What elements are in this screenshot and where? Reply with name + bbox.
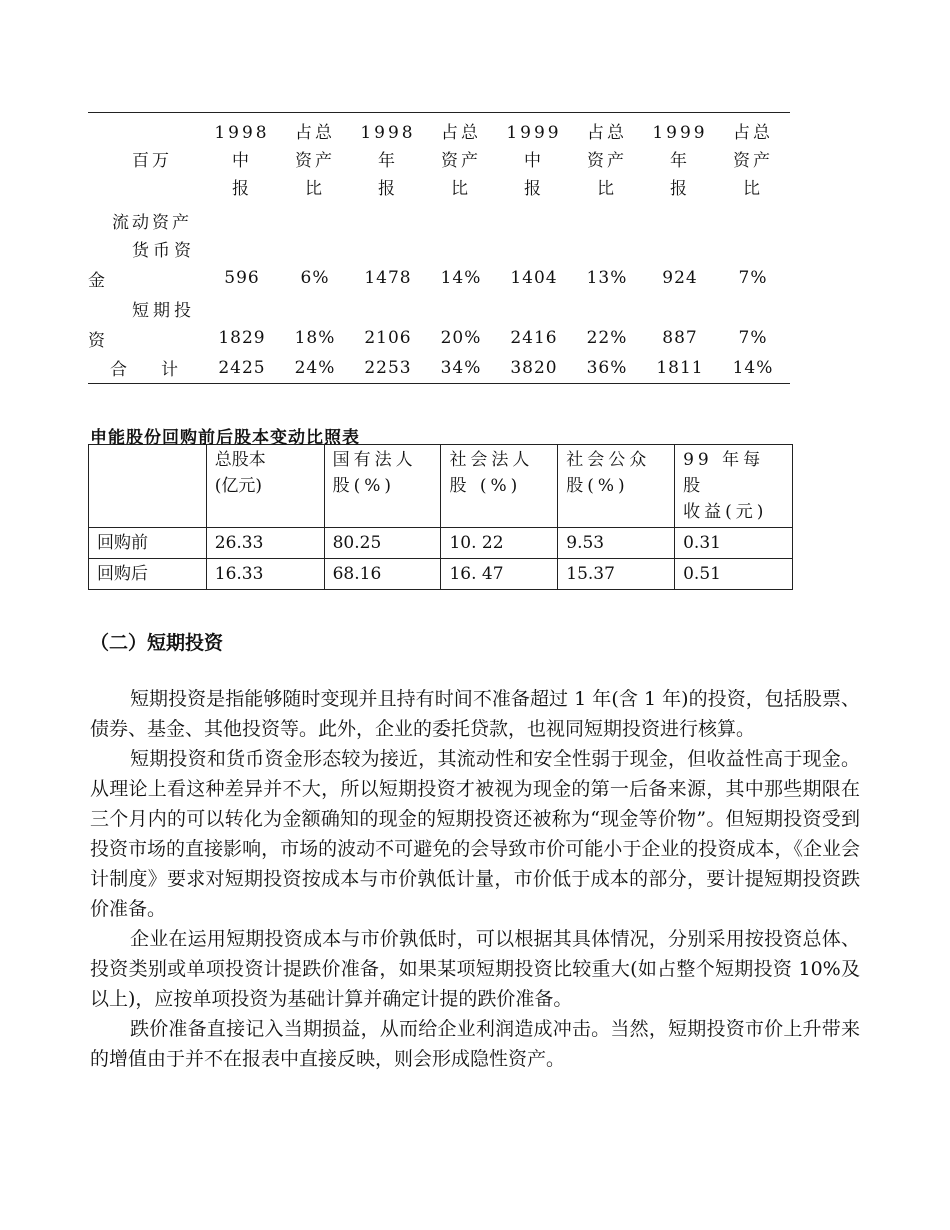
- cell: 2425: [206, 353, 278, 383]
- cell: 14%: [440, 268, 482, 288]
- cell: 24%: [278, 353, 352, 383]
- row-label: 合 计: [88, 353, 206, 383]
- cell: 2106: [364, 328, 412, 348]
- row-label: 回购前: [89, 528, 207, 559]
- cell: 924: [662, 268, 698, 288]
- cell: 26.33: [206, 528, 324, 559]
- header-cell: 百万: [132, 151, 172, 171]
- cell: 887: [662, 328, 698, 348]
- cell: 1829: [218, 328, 266, 348]
- row-label: 资: [88, 330, 105, 351]
- cell: 68.16: [324, 559, 441, 590]
- row-label: 金: [88, 270, 105, 291]
- cell: 10. 22: [441, 528, 558, 559]
- cell: 16.33: [206, 559, 324, 590]
- cell: 20%: [440, 328, 482, 348]
- cell: 80.25: [324, 528, 441, 559]
- cell: 2416: [510, 328, 558, 348]
- cell: 14%: [716, 353, 790, 383]
- table-row: [89, 559, 793, 590]
- cell: 1478: [364, 268, 412, 288]
- cell: 1404: [510, 268, 558, 288]
- cell: 596: [224, 268, 260, 288]
- cell: 16. 47: [441, 559, 558, 590]
- header-cell: 1999 年 报: [652, 123, 708, 199]
- cell: 6%: [300, 268, 330, 288]
- cell: 18%: [294, 328, 336, 348]
- header-cell: 占总 资产 比: [587, 123, 627, 199]
- share-table-header: [89, 445, 793, 528]
- header-cell: 1999 中 报: [506, 123, 562, 199]
- section-label: 流动资产: [112, 213, 192, 233]
- cell: 7%: [738, 268, 768, 288]
- header-cell: 99 年每股 收益(元): [675, 445, 793, 528]
- paragraph: 短期投资是指能够随时变现并且持有时间不准备超过 1 年(含 1 年)的投资，包括股票、债券、基金、其他投资等。此外，企业的委托贷款，也视同短期投资进行核算。: [90, 688, 860, 740]
- table-row: [89, 528, 793, 559]
- header-cell: 占总 资产 比: [733, 123, 773, 199]
- asset-table: [88, 112, 790, 384]
- cell: 7%: [738, 328, 768, 348]
- row-label: 回购后: [89, 559, 207, 590]
- header-cell: 占总 资产 比: [295, 123, 335, 199]
- cell: 0.31: [675, 528, 793, 559]
- header-cell: 总股本 (亿元): [206, 445, 324, 528]
- body-text: [90, 684, 860, 1074]
- header-cell: [89, 445, 207, 528]
- cell: 9.53: [558, 528, 675, 559]
- asset-table-header: [88, 113, 790, 203]
- cell: 15.37: [558, 559, 675, 590]
- header-cell: 国有法人 股(%): [324, 445, 441, 528]
- cell: 1811: [644, 353, 716, 383]
- table-title: 申能股份回购前后股本变动比照表: [90, 428, 360, 448]
- header-cell: 社会公众 股(%): [558, 445, 675, 528]
- table-row: [88, 263, 790, 293]
- paragraph: 跌价准备直接记入当期损益，从而给企业利润造成冲击。当然，短期投资市价上升带来的增值由于并不在报表中直接反映，则会形成隐性资产。: [90, 1018, 860, 1070]
- section-heading: （二）短期投资: [90, 632, 224, 654]
- cell: 22%: [586, 328, 628, 348]
- paragraph: 短期投资和货币资金形态较为接近，其流动性和安全性弱于现金，但收益性高于现金。从理论上看这种差异并不大，所以短期投资才被视为现金的第一后备来源，其中那些期限在三个月内的可以转化为金额确知的现金的短期投资还被称为“现金等价物”。但短期投资受到投资市场的直接影响，市场的波动不可避免的会导致市价可能小于企业的投资成本，《企业会计制度》要求对短期投资按成本与市价孰低计量，市价低于成本的部分，要计提短期投资跌价准备。: [90, 748, 860, 920]
- cell: 36%: [570, 353, 644, 383]
- table-row: [88, 353, 790, 383]
- row-label: 货币资: [132, 240, 195, 261]
- table-row: [88, 323, 790, 353]
- cell: 13%: [586, 268, 628, 288]
- paragraph: 企业在运用短期投资成本与市价孰低时，可以根据其具体情况，分别采用按投资总体、投资类别或单项投资计提跌价准备，如果某项短期投资比较重大(如占整个短期投资 10%及以上)，应按单项投资为基础计算并确定计提的跌价准备。: [90, 928, 860, 1010]
- share-table: [88, 444, 793, 590]
- header-cell: 1998 年 报: [360, 123, 416, 199]
- row-label: 短期投: [132, 300, 195, 321]
- header-cell: 社会法人 股 (%): [441, 445, 558, 528]
- header-cell: 1998 中 报: [214, 123, 270, 199]
- header-cell: 占总 资产 比: [441, 123, 481, 199]
- cell: 0.51: [675, 559, 793, 590]
- cell: 34%: [424, 353, 498, 383]
- cell: 3820: [498, 353, 570, 383]
- cell: 2253: [352, 353, 424, 383]
